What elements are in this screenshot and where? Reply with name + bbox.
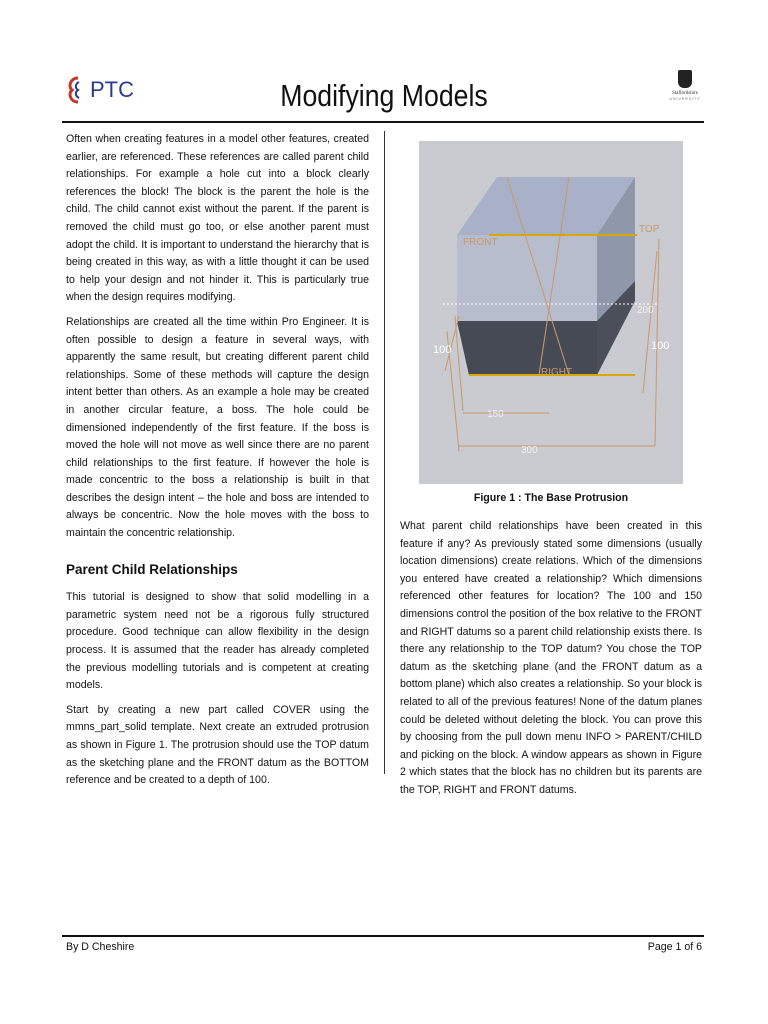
label-right: RIGHT [541, 367, 573, 378]
label-dim-150: 150 [487, 409, 504, 420]
page-title: Modifying Models [280, 78, 488, 113]
label-dim-300: 300 [521, 445, 538, 456]
right-column [400, 518, 702, 807]
university-name: Staffordshire [671, 91, 698, 96]
paragraph: Often when creating features in a model other features, created earlier, are referenced. These references are called parent child relationships. For example a hole cut into a block clearly references the block! The block is the parent the hole is the child. The child cannot exist without the parent. If the parent is removed the child must go too, or else another parent must adopt the child. It is important to understand the hierarchy that is being created in this way, as with a little thought it can be used to help your design and not hinder it. This is particularly true when the design requires modifying. [66, 133, 369, 304]
paragraph: Relationships are created all the time within Pro Engineer. It is often possible to design a feature in several ways, with apparently the same result, but creating different parent child relationships. Some of these methods will capture the design intent better than others. As an example a hole may be created in another circular feature, a boss. The hole could be dimensioned independently of the first feature. If the boss is moved the hole will not move as well since there are no parent child relationships to the first feature. If however the hole is made concentric to the boss a relationship is built in that describes the design intent – the hole and boss are intended to always be concentric. Now the hole moves with the boss to maintain the concentric relationship. [66, 315, 369, 540]
footer-author: By D Cheshire [66, 941, 135, 953]
block-drawing [419, 141, 683, 484]
footer-page-number: Page 1 of 6 [647, 941, 702, 953]
paragraph: Start by creating a new part called COVER using the mmns_part_solid template. Next create an extruded protrusion as shown in Figure 1. The protrusion should use the TOP datum as the sketching plane and the FRONT datum as the BOTTOM reference and be created to a depth of 100. [66, 703, 369, 787]
label-dim-100-left: 100 [433, 344, 452, 356]
ptc-logo-text: PTC [90, 77, 134, 102]
paragraph: What parent child relationships have been created in this feature if any? As previously stated some dimensions (usually location dimensions) create relations. Which of the dimensions you entered have created a relationship? Which dimensions referenced other features for location? The 100 and 150 dimensions control the position of the box relative to the FRONT and RIGHT datums so a parent child relationship exists there. Is there any relationship to the TOP datum? You chose the TOP datum as the sketching plane (and the FRONT datum as a bottom plane) which also creates a relationship. So your block is related to all of the previous features! None of the datum planes could be deleted without deleting the block. You can prove this by choosing from the pull down menu INFO > PARENT/CHILD and picking on the block. A window appears as shown in Figure 2 which states that the block has no children but its parents are the TOP, RIGHT and FRONT datums. [400, 520, 702, 796]
label-top: TOP [639, 224, 660, 235]
crest-icon [678, 70, 692, 88]
section-heading: Parent Child Relationships [66, 561, 238, 577]
label-dim-100-right: 100 [651, 340, 670, 352]
footer-rule [62, 935, 704, 937]
left-column [66, 131, 369, 797]
header-rule [62, 121, 704, 123]
column-divider [384, 131, 385, 774]
university-sub: UNIVERSITY [669, 97, 701, 101]
label-dim-200: 200 [637, 305, 654, 316]
paragraph: This tutorial is designed to show that solid modelling in a parametric system need not be a rigorous fully structured procedure. Good technique can allow flexibility in the design process. It is assumed that the reader has already completed the previous modelling tutorials and is competent at creating models. [66, 591, 369, 692]
figure-caption: Figure 1 : The Base Protrusion [473, 492, 629, 504]
figure-base-protrusion [419, 141, 683, 484]
university-logo [665, 70, 705, 116]
label-front: FRONT [463, 237, 498, 248]
